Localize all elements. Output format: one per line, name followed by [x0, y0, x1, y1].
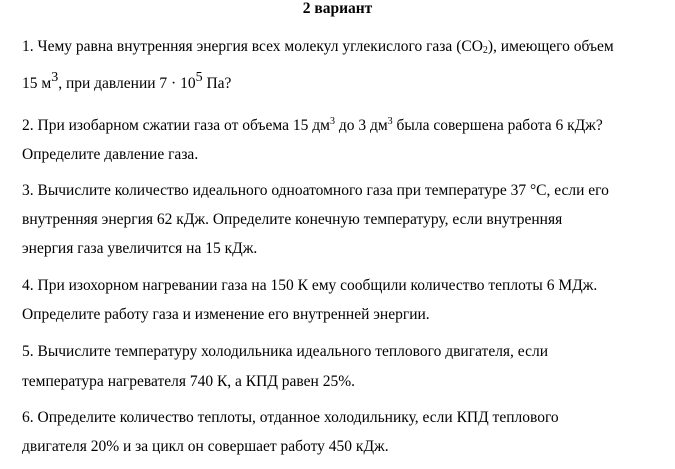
question-6-line-2: двигателя 20% и за цикл он совершает работу 450 кДж.	[22, 438, 389, 455]
question-1-line-1	[22, 37, 614, 59]
q2-exponent-2: 3	[387, 116, 393, 127]
q1-unit-text: Па?	[202, 75, 232, 92]
question-2-line-1	[22, 116, 603, 138]
question-5-line-2: температура нагревателя 740 К, а КПД равен 25%.	[22, 373, 355, 390]
question-6-line-1: 6. Определите количество теплоты, отданное холодильнику, если КПД теплового	[22, 409, 559, 426]
question-4-line-1: 4. При изохорном нагревании газа на 150 К ему сообщили количество теплоты 6 МДж.	[22, 277, 598, 294]
question-3-line-1: 3. Вычислите количество идеального одноатомного газа при температуре 37 °С, если его	[22, 182, 609, 199]
q1-pressure-text: , при давлении 7 · 10	[58, 75, 196, 92]
question-3-line-2: внутренняя энергия 62 кДж. Определите конечную температуру, если внутренняя	[22, 211, 563, 228]
question-2-line-2: Определите давление газа.	[22, 146, 199, 163]
q2-text-c: была совершена работа 6 кДж?	[392, 117, 603, 134]
question-3-line-3: энергия газа увеличится на 15 кДж.	[22, 240, 258, 257]
q2-text-b: до 3 дм	[334, 117, 388, 134]
q1-text-a: 1. Чему равна внутренняя энергия всех молекул углекислого газа (CO	[22, 38, 483, 55]
question-4-line-2: Определите работу газа и изменение его внутренней энергии.	[22, 306, 430, 323]
q1-volume-exponent: 3	[51, 70, 59, 85]
q1-text-b: ), имеющего объем	[487, 38, 614, 55]
q1-subscript: 2	[482, 45, 488, 56]
q1-volume-text: 15 м	[22, 75, 52, 92]
question-5-line-1: 5. Вычислите температуру холодильника идеального теплового двигателя, если	[22, 343, 548, 360]
q1-pressure-exponent: 5	[195, 70, 203, 85]
q2-exponent-1: 3	[329, 116, 335, 127]
variant-title: 2 вариант	[302, 0, 373, 17]
q2-text-a: 2. При изобарном сжатии газа от объема 15 дм	[22, 117, 330, 134]
question-1-line-2	[22, 70, 232, 95]
